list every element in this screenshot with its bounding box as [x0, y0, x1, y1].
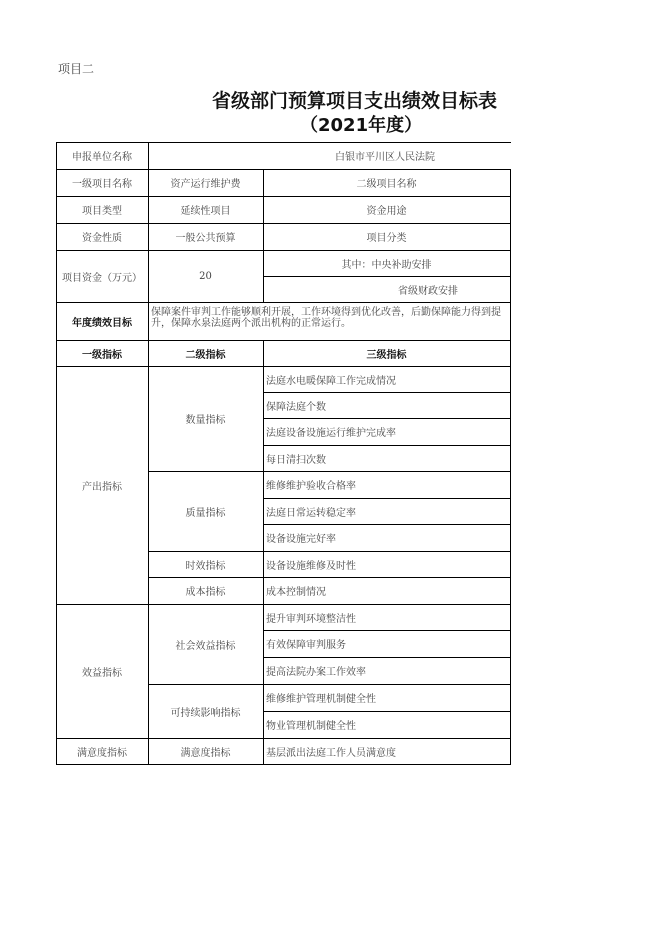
sub-quality: 质量指标 — [185, 507, 226, 519]
indicator-item: 成本控制情况 — [266, 587, 326, 598]
indicator-item: 维修维护验收合格率 — [266, 481, 356, 492]
annual-goal-text: 保障案件审判工作能够顺利开展，工作环境得到优化改善，后勤保障能力得到提升，保障水泉法庭两个派出机构的正常运行。 — [151, 307, 501, 329]
indicator-item: 法庭水电暖保障工作完成情况 — [266, 375, 396, 387]
indicator-item: 物业管理机制健全性 — [266, 721, 356, 732]
funds-label: 项目资金（万元） — [62, 272, 142, 284]
group-satisfaction: 满意度指标 — [77, 747, 127, 759]
header-level1: 一级指标 — [82, 349, 122, 361]
type-value: 延续性项目 — [180, 206, 231, 217]
funds-value: 20 — [199, 270, 212, 282]
indicator-item: 保障法庭个数 — [266, 401, 326, 413]
header-level2: 二级指标 — [185, 349, 226, 361]
category-label: 项目分类 — [366, 233, 407, 244]
header-level3: 三级指标 — [366, 349, 407, 361]
group-output: 产出指标 — [82, 481, 122, 493]
indicator-item: 维修维护管理机制健全性 — [266, 694, 376, 705]
level2-label: 二级项目名称 — [356, 179, 417, 190]
indicator-item: 有效保障审判服务 — [266, 640, 346, 651]
indicator-item: 提高法院办案工作效率 — [266, 667, 366, 678]
group-benefit: 效益指标 — [82, 667, 122, 679]
type-label: 项目类型 — [82, 206, 122, 217]
central-label: 其中：中央补助安排 — [341, 259, 432, 271]
page-title: 省级部门预算项目支出绩效目标表 — [212, 90, 498, 112]
provincial-label: 省级财政安排 — [398, 285, 458, 297]
indicator-item: 设备设施维修及时性 — [266, 560, 356, 572]
sub-time: 时效指标 — [185, 560, 226, 572]
indicator-item: 设备设施完好率 — [266, 534, 336, 545]
level1-value: 资产运行维护费 — [170, 179, 241, 190]
nature-value: 一般公共预算 — [175, 233, 236, 244]
project-label: 项目二 — [58, 62, 95, 76]
indicator-item: 基层派出法庭工作人员满意度 — [266, 747, 396, 759]
unit-label: 申报单位名称 — [72, 152, 132, 163]
indicator-item: 法庭日常运转稳定率 — [266, 507, 356, 519]
nature-label: 资金性质 — [82, 233, 122, 244]
sub-satisfaction: 满意度指标 — [180, 747, 231, 759]
purpose-label: 资金用途 — [366, 206, 407, 217]
sub-quantity: 数量指标 — [185, 415, 226, 426]
unit-value: 白银市平川区人民法院 — [335, 152, 435, 163]
annual-goal-label: 年度绩效目标 — [72, 317, 132, 329]
page-subtitle: （2021年度） — [300, 115, 423, 136]
sub-sustain: 可持续影响指标 — [170, 707, 241, 719]
indicator-item: 法庭设备设施运行维护完成率 — [266, 428, 396, 439]
indicator-item: 提升审判环境整洁性 — [266, 613, 356, 625]
sub-cost: 成本指标 — [185, 587, 226, 598]
indicator-item: 每日清扫次数 — [266, 454, 326, 466]
sub-social: 社会效益指标 — [175, 640, 236, 652]
level1-label: 一级项目名称 — [72, 179, 132, 190]
